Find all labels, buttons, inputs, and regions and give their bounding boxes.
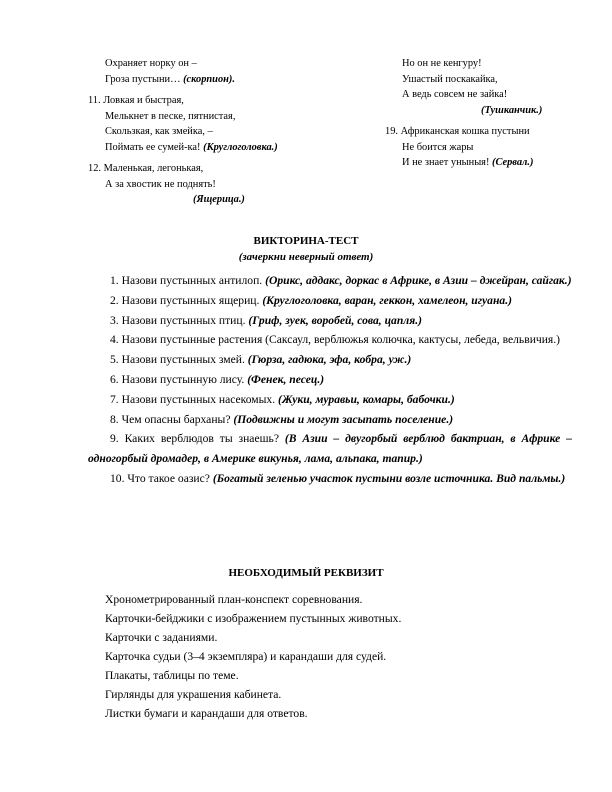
riddle-answer: (Ящерица.) (193, 194, 245, 205)
equipment-item: Карточки-бейджики с изображением пустынных животных. (105, 612, 402, 625)
equipment-title: НЕОБХОДИМЫЙ РЕКВИЗИТ (228, 567, 384, 579)
question-answer: (Жуки, муравьи, комары, бабочки.) (278, 392, 455, 406)
equipment-item: Карточка судьи (3–4 экземпляра) и карандаши для судей. (105, 650, 387, 663)
question-text: 3. Назови пустынных птиц. (110, 313, 249, 327)
riddle-line: 12. Маленькая, легонькая, (88, 163, 204, 174)
question-answer: (Круглоголовка, варан, геккон, хамелеон, игуана.) (262, 293, 512, 307)
quiz-questions (88, 271, 572, 489)
question-text: 10. Что такое оазис? (110, 471, 213, 485)
riddle-11 (88, 93, 348, 155)
riddle-line (88, 72, 348, 88)
equipment-item: Хронометрированный план-конспект соревнования. (105, 593, 363, 606)
question-answer: (Подвижны и могут засыпать поселение.) (233, 412, 454, 426)
question-text: 4. Назови пустынные растения (Саксаул, верблюжья колючка, кактусы, лебеда, вельвичия.) (110, 333, 561, 347)
equipment-item: Листки бумаги и карандаши для ответов. (105, 707, 308, 720)
riddle-line: Охраняет норку он – (105, 58, 197, 69)
question-text: 9. Каких верблюдов ты знаешь? (110, 432, 285, 446)
question-answer: (Орикс, аддакс, доркас в Африке, в Азии – джейран, сайгак.) (265, 274, 572, 287)
riddle-line: Не боится жары (402, 141, 474, 153)
question-answer: (Фенек, песец.) (247, 372, 325, 386)
riddle-line: 11. Ловкая и быстрая, (88, 95, 184, 106)
riddle-line: Скользкая, как змейка, – (105, 126, 213, 137)
question-text: 7. Назови пустынных насекомых. (110, 392, 279, 406)
riddle-line (88, 140, 348, 156)
question-answer: (Гюрза, гадюка, эфа, кобра, уж.) (247, 353, 412, 367)
question-text: 8. Чем опасны барханы? (110, 412, 234, 426)
riddle-18-end (385, 56, 585, 118)
riddle-answer: (Круглоголовка.) (203, 141, 278, 153)
riddle-line: Ушастый поскакайка, (402, 73, 498, 85)
riddles-right-column (385, 56, 585, 177)
riddles-left-column (88, 56, 348, 214)
quiz-question (88, 291, 572, 311)
question-text: 5. Назови пустынных змей. (110, 353, 248, 367)
equipment-item: Гирлянды для украшения кабинета. (105, 688, 282, 701)
equipment-item: Карточки с заданиями. (105, 631, 218, 644)
riddle-answer: (скорпион). (183, 73, 235, 85)
quiz-question (88, 350, 572, 370)
riddle-10 (88, 56, 348, 87)
quiz-question (88, 429, 572, 469)
quiz-question (88, 330, 572, 350)
question-text: 2. Назови пустынных ящериц. (110, 293, 263, 307)
riddle-line: Но он не кенгуру! (402, 58, 482, 69)
quiz-subtitle: (зачеркни неверный ответ) (238, 251, 374, 263)
riddle-line (385, 155, 585, 171)
riddle-answer: (Сервал.) (492, 157, 534, 168)
quiz-title: ВИКТОРИНА-ТЕСТ (253, 235, 359, 247)
quiz-question (88, 410, 572, 430)
quiz-question (88, 370, 572, 390)
riddle-19 (385, 124, 585, 171)
quiz-question (88, 311, 572, 331)
riddle-text: Гроза пустыни… (105, 73, 184, 85)
riddle-text: И не знает уныныя! (402, 157, 493, 168)
question-answer: (Богатый зеленью участок пустыни возле источника. Вид пальмы.) (212, 471, 566, 485)
quiz-question (88, 390, 572, 410)
riddle-line: А за хвостик не поднять! (105, 178, 216, 190)
riddle-answer: (Тушканчик.) (481, 104, 543, 116)
riddle-line: Мелькнет в песке, пятнистая, (105, 110, 236, 122)
equipment-item: Плакаты, таблицы по теме. (105, 669, 239, 682)
question-answer: (Гриф, зуек, воробей, сова, цапля.) (248, 313, 422, 327)
riddle-text: Поймать ее сумей-ка! (105, 141, 204, 153)
quiz-question (88, 469, 572, 489)
question-text: 6. Назови пустынную лису. (110, 372, 248, 386)
riddle-line: 19. Африканская кошка пустыни (385, 126, 530, 137)
question-answer: (В Азии – двугорбый верблюд бактриан, в Африке – одногорбый дромадер, в Америке викунья, лама, альпака, тапир.) (88, 432, 572, 466)
question-text: 1. Назови пустынных антилоп. (110, 274, 266, 287)
riddle-line: А ведь совсем не зайка! (402, 89, 508, 100)
riddle-12 (88, 161, 348, 208)
equipment-list (105, 590, 565, 723)
quiz-question (88, 271, 572, 291)
